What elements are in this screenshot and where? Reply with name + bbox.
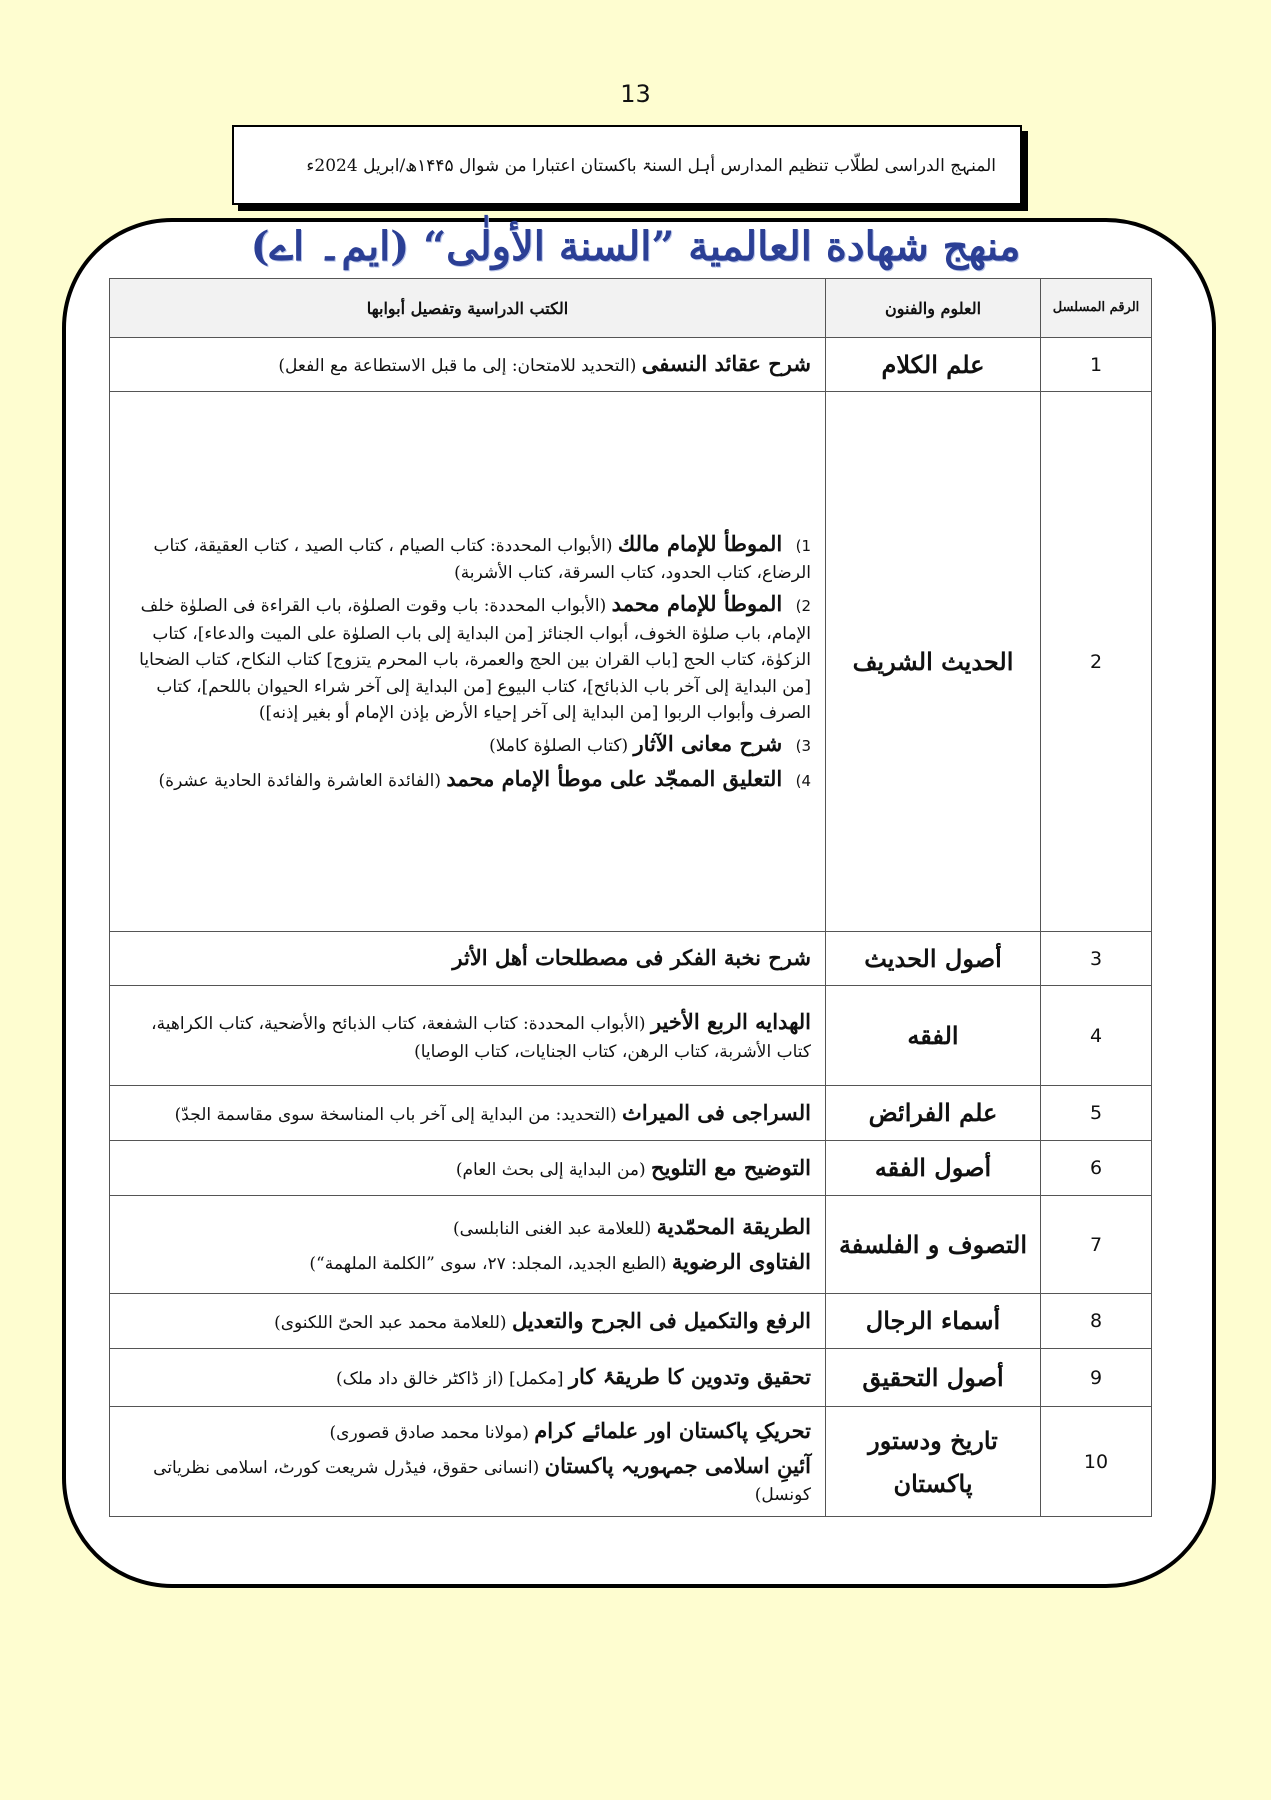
header-subject: العلوم والفنون [826,279,1041,338]
book-title: التوضیح مع التلویح [651,1154,811,1180]
book-entry [124,1006,811,1065]
row-books [110,392,826,932]
book-detail: (التحدید للامتحان: إلی ما قبل الاستطاعة مع الفعل) [278,356,637,377]
row-number: 5 [1041,1086,1152,1141]
book-title: شرح معانی الآثار [633,731,783,757]
book-title: الموطأ للإمام محمد [611,591,783,617]
table-row [110,1196,1152,1294]
row-subject: أصول التحقیق [826,1349,1041,1407]
book-title: الطریقة المحمّدیة [656,1213,811,1239]
row-books [110,1196,826,1294]
row-books [110,1086,826,1141]
book-entry [124,1152,811,1185]
row-number: 9 [1041,1349,1152,1407]
book-entry [124,763,811,796]
table-row [110,1141,1152,1196]
table-row [110,1086,1152,1141]
book-entry [124,1211,811,1244]
row-number: 7 [1041,1196,1152,1294]
book-title: شرح نخبة الفکر فی مصطلحات أهل الأثر [452,945,811,971]
row-number: 4 [1041,986,1152,1086]
book-detail: (الأبواب المحددة: کتاب الصیام ، کتاب الصید ، کتاب العقیقة، کتاب الرضاع، کتاب الحدود، کتاب السرقة، کتاب الأشربة) [153,535,811,584]
header-box [232,125,1022,205]
book-title: الفتاوی الرضویة [671,1248,811,1274]
book-entry [124,1097,811,1130]
book-detail: (من البدایة إلی بحث العام) [455,1159,646,1180]
row-subject: الحدیث الشریف [826,392,1041,932]
item-number: 1) [795,536,811,555]
row-subject: علم الکلام [826,338,1041,392]
table-row [110,986,1152,1086]
book-title: الرفع والتکمیل فی الجرح والتعدیل [511,1307,811,1333]
book-entry [124,1305,811,1338]
table-row [110,338,1152,392]
row-number: 10 [1041,1407,1152,1517]
book-detail: [مکمل] (از ڈاکٹر خالق داد ملک) [336,1369,564,1390]
header-number: الرقم المسلسل [1041,279,1152,338]
page-number: 13 [620,80,651,108]
row-number: 2 [1041,392,1152,932]
book-entry [124,348,811,381]
book-detail: (للعلامة محمد عبد الحیّ اللکنوی) [274,1312,507,1333]
row-subject: تاریخ ودستور پاکستان [826,1407,1041,1517]
row-books [110,932,826,986]
header-books: الکتب الدراسیة وتفصیل أبوابها [110,279,826,338]
book-title: التعلیق الممجّد علی موطأ الإمام محمد [446,765,783,791]
book-detail: (الفائدة العاشرة والفائدة الحادیة عشرة) [158,770,441,791]
book-entry [124,1246,811,1279]
book-detail: (مولانا محمد صادق قصوری) [329,1423,529,1443]
row-number: 3 [1041,932,1152,986]
table-row [110,1407,1152,1517]
row-number: 8 [1041,1294,1152,1349]
book-title: آئینِ اسلامی جمہوریہ پاکستان [544,1452,811,1478]
item-number: 4) [795,771,811,790]
book-entry [124,528,811,587]
book-entry [124,1361,811,1394]
book-entry [124,942,811,975]
row-subject: الفقه [826,986,1041,1086]
book-title: الموطأ للإمام مالك [617,530,783,556]
row-subject: أصول الحدیث [826,932,1041,986]
table-row [110,932,1152,986]
row-books [110,1349,826,1407]
book-title: الهدایه الربع الأخیر [650,1009,811,1035]
row-subject: أسماء الرجال [826,1294,1041,1349]
book-title: تحریکِ پاکستان اور علمائے کرام [534,1418,811,1443]
page-title [0,215,1271,279]
row-subject: التصوف و الفلسفة [826,1196,1041,1294]
book-title: تحقیق وتدوین کا طریقۂ کار [568,1364,811,1390]
book-detail: (الطبع الجدید، المجلد: ۲۷، سوی ”الکلمة الملهمة“) [309,1253,667,1274]
book-detail: (للعلامة عبد الغنی النابلسی) [452,1218,652,1239]
book-entry [124,1415,811,1448]
page-title-text: منهج شهادة العالمية ”السنة الأولٰى“ (ایم۔ اے) [239,223,1033,270]
book-title: شرح عقائد النسفی [641,351,811,377]
row-books [110,1141,826,1196]
header-text: المنہج الدراسی لطلّاب تنظیم المدارس أہل السنۃ باکستان اعتبارا من شوال ۱۴۴۵ھ/ابریل 2024ء [306,155,996,176]
table-row [110,392,1152,932]
table-row [110,1349,1152,1407]
book-title: السراجی فی المیراث [622,1099,811,1125]
row-books [110,338,826,392]
table-row [110,1294,1152,1349]
book-entry [124,588,811,726]
book-detail: (الأبواب المحددة: کتاب الشفعة، کتاب الذبائح والأضحیة، کتاب الکراهیة، کتاب الأشربة، کتاب الرهن، کتاب الجنایات، کتاب الوصایا) [151,1014,811,1062]
book-detail: (التحدید: من البدایة إلی آخر باب المناسخة سوی مقاسمة الجدّ) [174,1104,617,1125]
book-detail: (انسانی حقوق، فیڈرل شریعت کورٹ، اسلامی نظریاتی کونسل) [153,1457,811,1506]
row-number: 6 [1041,1141,1152,1196]
book-detail: (الأبواب المحددة: باب وقوت الصلوٰة، باب القراءة فی الصلوٰة خلف الإمام، باب صلوٰة الخوف، أبواب الجنائز [من البدایة إلی باب الصلوٰة علی المیت والدعاء]، کتاب الزکوٰة، کتاب الحج [باب القران بین الحج والعمرة، باب المحرم یتزوج] کتاب النکاح، کتاب الضحایا [من البدایة إلی آخر باب الذبائح]، کتاب البیوع [من البدایة إلی آخر شراء الحیوان باللحم]، کتاب الصرف وأبواب الربوا [من البدایة إلی آخر إحیاء الأرض بإذن الإمام أو بغیر إذنه]) [139,596,811,724]
item-number: 2) [795,597,811,616]
curriculum-table [109,278,1152,1517]
row-books [110,1294,826,1349]
book-entry [124,1450,811,1509]
row-books [110,1407,826,1517]
row-number: 1 [1041,338,1152,392]
book-detail: (کتاب الصلوٰة کاملا) [489,736,629,757]
row-books [110,986,826,1086]
table-header-row [110,279,1152,338]
row-subject: أصول الفقه [826,1141,1041,1196]
row-subject: علم الفرائض [826,1086,1041,1141]
item-number: 3) [795,737,811,756]
book-entry [124,728,811,761]
